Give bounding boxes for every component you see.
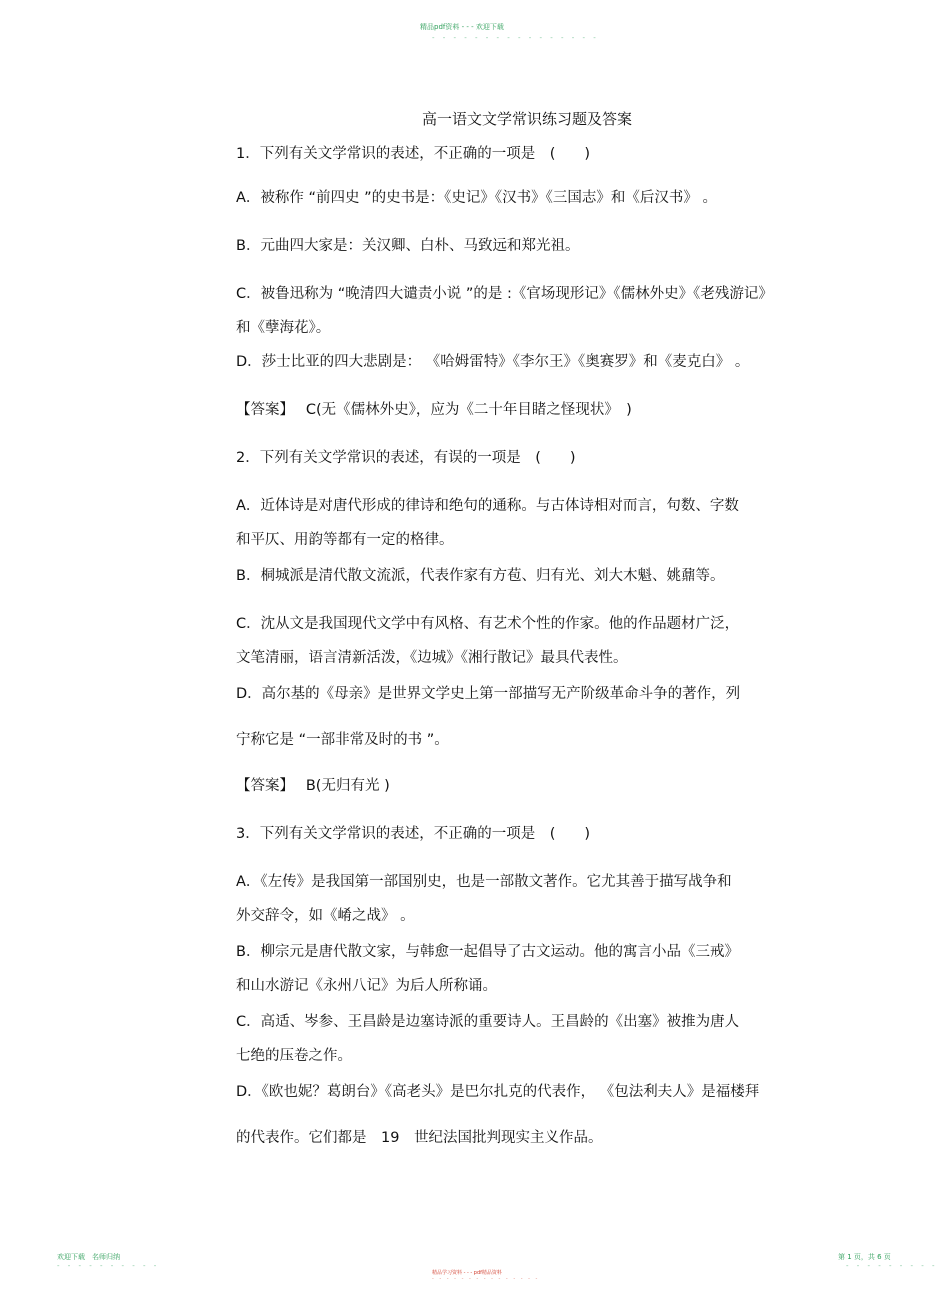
- q2-answer: 【答案】 B(无归有光 ): [236, 778, 390, 794]
- q2-option-c: C．沈从文是我国现代文学中有风格、有艺术个性的作家。他的作品题材广泛，: [236, 616, 740, 632]
- q2-option-c-cont: 文笔清丽，语言清新活泼，《边城》《湘行散记》最具代表性。: [236, 650, 628, 666]
- q2-option-a-cont: 和平仄、用韵等都有一定的格律。: [236, 532, 454, 548]
- page-number: 第 1 页，共 6 页: [838, 1253, 891, 1261]
- question-2: 2．下列有关文学常识的表述，有误的一项是 ( ): [236, 450, 576, 466]
- q3-option-c-cont: 七绝的压卷之作。: [236, 1048, 352, 1064]
- q3-option-c: C．高适、岑参、王昌龄是边塞诗派的重要诗人。王昌龄的《出塞》被推为唐人: [236, 1014, 740, 1030]
- q1-option-a: A．被称作 “前四史 ”的史书是：《史记》《汉书》《三国志》和《后汉书》 。: [236, 190, 718, 206]
- q3-option-d-cont: 的代表作。它们都是 19 世纪法国批判现实主义作品。: [236, 1130, 603, 1146]
- document-title: 高一语文文学常识练习题及答案: [422, 110, 633, 128]
- q1-option-d: D．莎士比亚的四大悲剧是： 《哈姆雷特》《李尔王》《奥赛罗》和《麦克白》 。: [236, 354, 750, 370]
- footer-left-watermark: 欢迎下载 名师归纳: [57, 1253, 120, 1261]
- header-dotted-line: - - - - - - - - - - - - - - - -: [432, 34, 599, 42]
- q1-option-c-cont: 和《孽海花》。: [236, 320, 331, 336]
- q2-option-d: D．高尔基的《母亲》是世界文学史上第一部描写无产阶级革命斗争的著作，列: [236, 686, 741, 702]
- question-3: 3．下列有关文学常识的表述，不正确的一项是 ( ): [236, 826, 591, 842]
- q2-option-a: A．近体诗是对唐代形成的律诗和绝句的通称。与古体诗相对而言，句数、字数: [236, 498, 739, 514]
- q3-option-b-cont: 和山水游记《永州八记》为后人所称诵。: [236, 978, 497, 994]
- q2-option-b: B．桐城派是清代散文流派，代表作家有方苞、归有光、刘大木魁、姚鼐等。: [236, 568, 725, 584]
- q3-option-d: D．《欧也妮？葛朗台》《高老头》是巴尔扎克的代表作， 《包法利夫人》是福楼拜: [236, 1084, 760, 1100]
- q3-option-b: B．柳宗元是唐代散文家，与韩愈一起倡导了古文运动。他的寓言小品《三戒》: [236, 944, 739, 960]
- footer-center-watermark: 精品学习资料 - - - pdf精品资料: [432, 1270, 502, 1276]
- q1-option-c: C．被鲁迅称为 “晚清四大谴责小说 ”的是 :《官场现形记》《儒林外史》《老残游记》: [236, 286, 773, 302]
- q1-option-b: B．元曲四大家是：关汉卿、白朴、马致远和郑光祖。: [236, 238, 580, 254]
- header-watermark: 精品pdf资料 - - - 欢迎下载: [420, 23, 504, 31]
- question-1: 1．下列有关文学常识的表述，不正确的一项是 ( ): [236, 146, 591, 162]
- q1-answer: 【答案】 C(无《儒林外史》，应为《二十年目睹之怪现状》 ): [236, 402, 632, 418]
- q3-option-a-cont: 外交辞令，如《崤之战》 。: [236, 908, 415, 924]
- q2-option-d-cont: 宁称它是 “一部非常及时的书 ”。: [236, 732, 449, 748]
- footer-center-dotted-line: - - - - - - - - - - - - - - -: [432, 1276, 540, 1282]
- footer-left-dotted-line: - - - - - - - - - -: [57, 1262, 160, 1270]
- footer-right-dotted-line: - - - - - - - - -: [846, 1262, 938, 1270]
- q3-option-a: A．《左传》是我国第一部国别史，也是一部散文著作。它尤其善于描写战争和: [236, 874, 732, 890]
